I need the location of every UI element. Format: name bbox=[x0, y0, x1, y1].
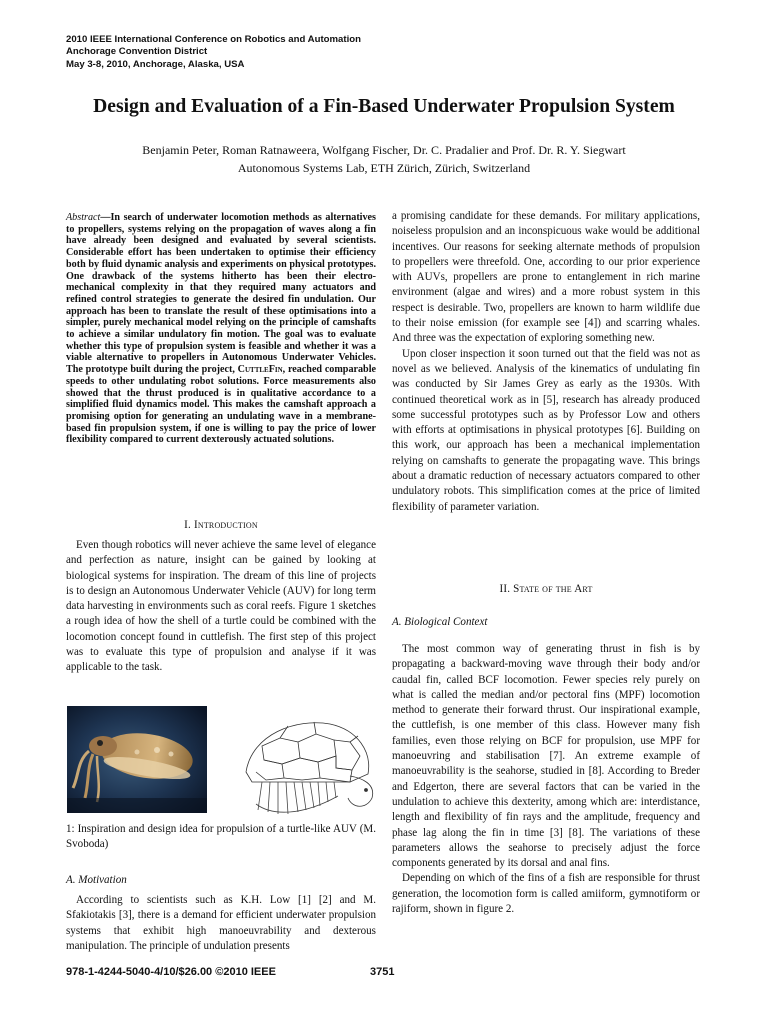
turtle-auv-sketch bbox=[232, 712, 380, 824]
right-column-intro-text bbox=[392, 209, 700, 515]
figure-1-caption: 1: Inspiration and design idea for propulsion of a turtle-like AUV (M. Svoboda) bbox=[66, 823, 376, 851]
paragraph: Even though robotics will never achieve the same level of elegance and perfection as nature, insight can be gained by looking at biological systems for inspiration. The dream of this line of projects is to design an Autonomous Underwater Vehicle (AUV) for long term data harvesting in environments such as coral reefs. Figure 1 sketches a rough idea of how the shell of a turtle could be combined with the locomotion concept found in cuttlefish. The first step of this project was to evaluate this type of propulsion and analyse if it was applicable to the task. bbox=[66, 539, 376, 674]
conference-header bbox=[66, 34, 361, 71]
abstract-text-before: In search of underwater locomotion methods as alternatives to propellers, systems relying on the propagation of waves along a fin have already been designed and evaluated by several scientists. Considerable effort has been undertaken to optimise their efficiency both by fluid dynamic analysis and experiments on physical prototypes. One drawback of the systems hitherto has been their electro-mechanical complexity in that they required many actuators and refined control strategies to generate the desired fin undulation. Our approach has been to translate the result of these optimisations into a simpler, purely mechanical model relying on the principle of camshafts to achieve a similar undulatory fin motion. The goal was to evaluate whether this type of propulsion system is feasible and whether it was a viable alternative to propellers in Autonomous Underwater Vehicles. The prototype built during the project, bbox=[66, 212, 376, 376]
subsection-heading-biological-context: A. Biological Context bbox=[392, 616, 488, 628]
page-number: 3751 bbox=[370, 966, 395, 978]
project-name: CuttleFin bbox=[237, 364, 283, 376]
affiliation: Autonomous Systems Lab, ETH Zürich, Zürich, Switzerland bbox=[237, 161, 531, 175]
abstract-label: Abstract bbox=[66, 212, 101, 223]
abstract-text-after: , reached comparable speeds to other undulating robot solutions. Force measurements also showed that the thrust produced is in qualitative accordance to a simplified fluid dynamics model. This makes the camshaft approach a promising option for generating an undulating wave in a membrane-based fin propulsion system, if one is willing to pay the price of lower flexibility compared to current dexterously actuated solutions. bbox=[66, 364, 376, 446]
author-block bbox=[0, 141, 768, 177]
author-list: Benjamin Peter, Roman Ratnaweera, Wolfgang Fischer, Dr. C. Pradalier and Prof. Dr. R. Y. Siegwart bbox=[142, 143, 626, 157]
cuttlefish-photo bbox=[67, 706, 207, 813]
paragraph: Upon closer inspection it soon turned out that the field was not as novel as we believed. Analysis of the kinematics of undulating fin was conducted by Sir James Grey as early as the 1930s. With continued theoretical work as in [5], research has already produced some successful prototypes such as by Professor Low and others with efforts at optimisations in physical prototypes [6]. Building on this work, our approach has been a mechanical implementation relying on camshafts to generate the propagating wave. This brings about a dramatic reduction of necessary actuators compared to other undulatory robots. This simplification comes at the price of limited flexibility of parameter variation. bbox=[392, 347, 700, 513]
section-heading-state-of-the-art: II. State of the Art bbox=[499, 583, 593, 595]
abstract-dash: — bbox=[100, 212, 111, 223]
copyright-isbn: 978-1-4244-5040-4/10/$26.00 ©2010 IEEE bbox=[66, 966, 276, 978]
conference-name: 2010 IEEE International Conference on Robotics and Automation bbox=[66, 34, 361, 45]
section-heading-introduction: I. Introduction bbox=[184, 519, 258, 531]
paragraph: Depending on which of the fins of a fish are responsible for thrust generation, the locomotion form is called amiiform, gymnotiform or rajiform, shown in figure 2. bbox=[392, 872, 700, 916]
paper-title: Design and Evaluation of a Fin-Based Underwater Propulsion System bbox=[93, 96, 675, 117]
introduction-text bbox=[66, 538, 376, 676]
biological-context-text bbox=[392, 642, 700, 917]
abstract bbox=[66, 212, 376, 446]
paragraph: The most common way of generating thrust in fish is by propagating a backward-moving wave through their body and/or caudal fin, called BCF locomotion. Fewer species rely purely on what is called the median and/or pectoral fins (MPF) locomotion method to generate their forward thrust. Our inspirational example, the cuttlefish, is one member of this class. However many fish families, even those relying on BCF for propulsion, use MPF for manoeuvring and stabilisation [7]. An extreme example of manoeuvrability is the seahorse, studied in [8]. According to Breder and Edgerton, there are several factors that can be varied in the undulation to achieve this dexterity, among which are: interdistance, length and flexibility of fin rays and the amplitude, frequency and phase lag along the fin in time [3] [8]. The variations of these parameters allows the seahorse to precisely adjust the force components generated by its dorsal and anal fins. bbox=[392, 643, 700, 870]
subsection-heading-motivation: A. Motivation bbox=[66, 874, 127, 886]
motivation-text bbox=[66, 893, 376, 954]
paragraph: According to scientists such as K.H. Low [1] [2] and M. Sfakiotakis [3], there is a demand for efficient underwater propulsion systems that exhibit high manoeuvrability and dexterous manipulation. The principle of undulation presents bbox=[66, 894, 376, 952]
conference-date: May 3-8, 2010, Anchorage, Alaska, USA bbox=[66, 58, 245, 70]
paragraph: a promising candidate for these demands. For military applications, noiseless propulsion and an inconspicuous wake would be additional incentives. Our reasons for seeking alternate methods of propulsion to propellers were threefold. One, according to our prior experience with AUVs, propellers are prone to entanglement in rich marine environment (algae and wires) and a more robust system in this respect is desirable. Two, propellers are known to harm wildlife due to their noise emission (for example see [4]) and scarring whales. And three was the expectation of exploring something new. bbox=[392, 210, 700, 345]
conference-venue: Anchorage Convention District bbox=[66, 46, 208, 58]
